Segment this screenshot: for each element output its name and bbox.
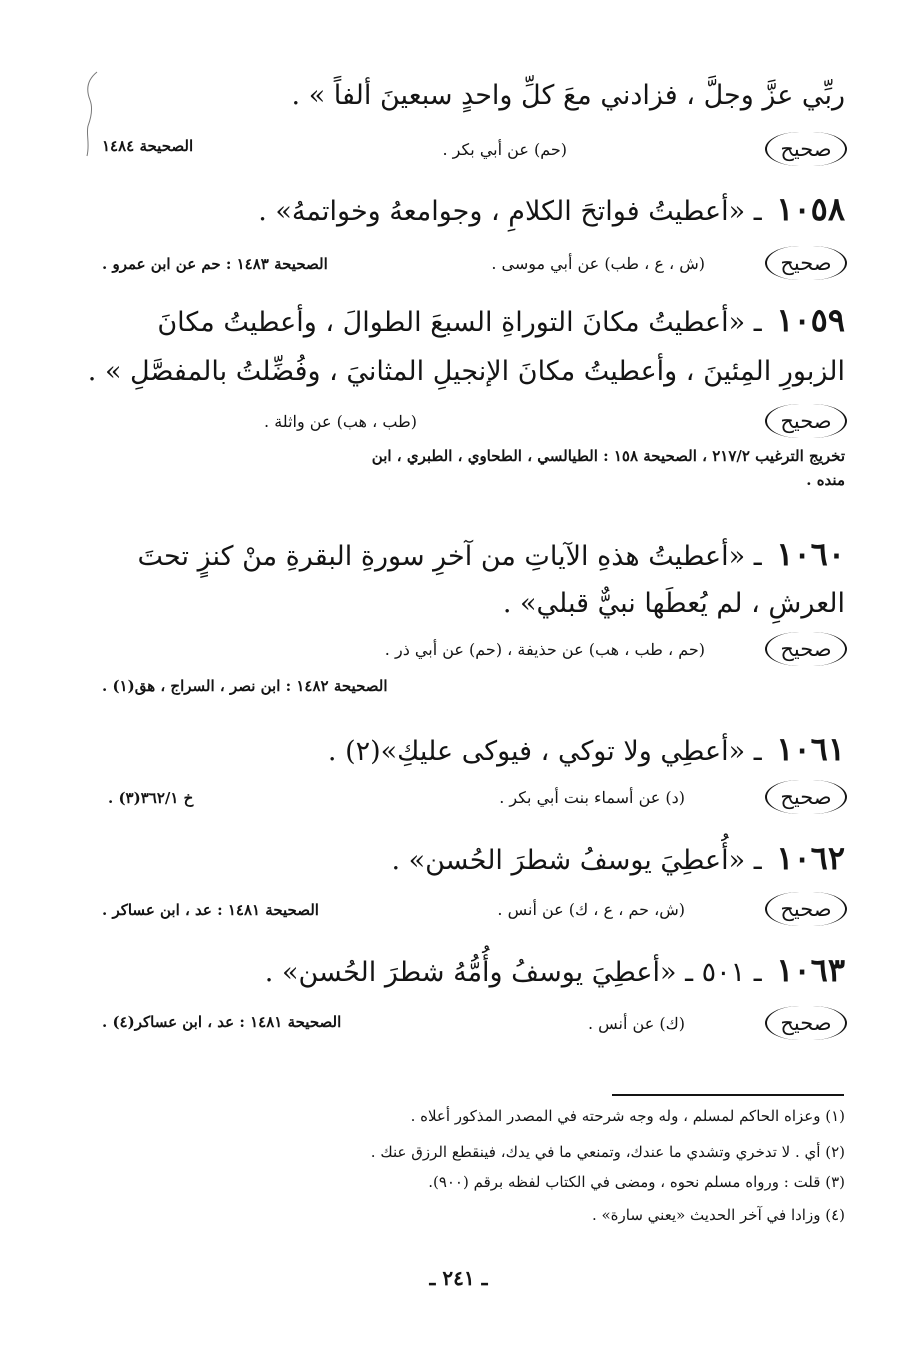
hadith-text-line: العرشِ ، لم يُعطَها نبيٌّ قبلي» . [502,588,845,619]
reference: الصحيحة ١٤٨٢ : ابن نصر ، السراج ، هق(١) . [102,677,388,695]
source-citation: (د) عن أسماء بنت أبي بكر . [499,788,685,807]
reference: تخريج الترغيب ٢١٧/٢ ، الصحيحة ١٥٨ : الطيالسي ، الطحاوي ، الطبري ، ابن [371,447,845,465]
footnote: (٣) قلت : ورواه مسلم نحوه ، ومضى في الكتاب لفظه برقم (٩٠٠). [428,1173,845,1191]
footnote-divider [612,1094,844,1096]
hadith-number: ١٠٦٢ [776,839,845,877]
grade-badge: صحيح [765,404,847,438]
hadith-text: ١٠٥٩ ـ «أعطيتُ مكانَ التوراةِ السبعَ الطوالَ ، وأعطيتُ مكانَ [157,301,845,339]
source-citation: (ش ، ع ، طب) عن أبي موسى . [491,254,705,273]
reference: منده . [806,471,845,489]
grade-badge: صحيح [765,632,847,666]
hadith-number: ١٠٦٠ [776,535,845,573]
hadith-text: ١٠٦٢ ـ «أُعطِيَ يوسفُ شطرَ الحُسن» . [391,839,845,877]
hadith-text: ربِّي عزَّ وجلَّ ، فزادني معَ كلِّ واحدٍ سبعينَ ألفاً » . [291,80,845,111]
source-citation: (ك) عن أنس . [587,1014,685,1033]
grade-badge: صحيح [765,132,847,166]
reference: الصحيحة ١٤٨٤ [102,137,194,155]
source-citation: (حم ، طب ، هب) عن حذيفة ، (حم) عن أبي ذر . [384,640,705,659]
grade-badge: صحيح [765,246,847,280]
source-citation: (حم) عن أبي بكر . [442,140,567,159]
hadith-text: ١٠٦٠ ـ «أعطيتُ هذهِ الآياتِ من آخرِ سورةِ البقرةِ منْ كنزٍ تحتَ [137,535,845,573]
hadith-text: ١٠٦١ ـ «أعطِي ولا توكي ، فيوكى عليكِ»(٢) . [327,730,845,768]
page-number: ـ ٢٤١ ـ [429,1266,488,1290]
hadith-number: ١٠٦٣ [776,951,845,989]
hadith-text-line: الزبورِ المِئينَ ، وأعطيتُ مكانَ الإنجيلِ المثانيَ ، وفُضِّلتُ بالمفصَّلِ » . [87,356,845,387]
reference: الصحيحة ١٤٨٣ : حم عن ابن عمرو . [102,255,328,273]
grade-badge: صحيح [765,892,847,926]
hadith-number: ١٠٦١ [776,730,845,768]
hadith-text: ١٠٥٨ ـ «أعطيتُ فواتحَ الكلامِ ، وجوامعهُ وخواتمهُ» . [258,190,845,228]
reference: الصحيحة ١٤٨١ : عد ، ابن عساكر(٤) . [102,1013,342,1031]
source-citation: (طب ، هب) عن واثلة . [264,412,417,431]
reference: خ ٣٦٢/١(٣) . [108,789,194,807]
footnote: (١) وعزاه الحاكم لمسلم ، وله وجه شرحته في المصدر المذكور أعلاه . [410,1107,845,1125]
footnote: (٤) وزادا في آخر الحديث «يعني سارة» . [591,1206,845,1224]
grade-badge: صحيح [765,1006,847,1040]
grade-badge: صحيح [765,780,847,814]
hadith-number: ١٠٥٩ [776,301,845,339]
source-citation: (ش، حم ، ع ، ك) عن أنس . [497,900,685,919]
hadith-number: ١٠٥٨ [776,190,845,228]
footnote: (٢) أي . لا تدخري وتشدي ما عندك، وتمنعي ما في يدك، فينقطع الرزق عنك . [370,1143,845,1161]
reference: الصحيحة ١٤٨١ : عد ، ابن عساكر . [102,901,319,919]
hadith-text: ١٠٦٣ ـ ٥٠١ ـ «أعطِيَ يوسفُ وأُمُّهُ شطرَ الحُسن» . [264,951,845,989]
margin-pencil-mark [82,70,102,158]
